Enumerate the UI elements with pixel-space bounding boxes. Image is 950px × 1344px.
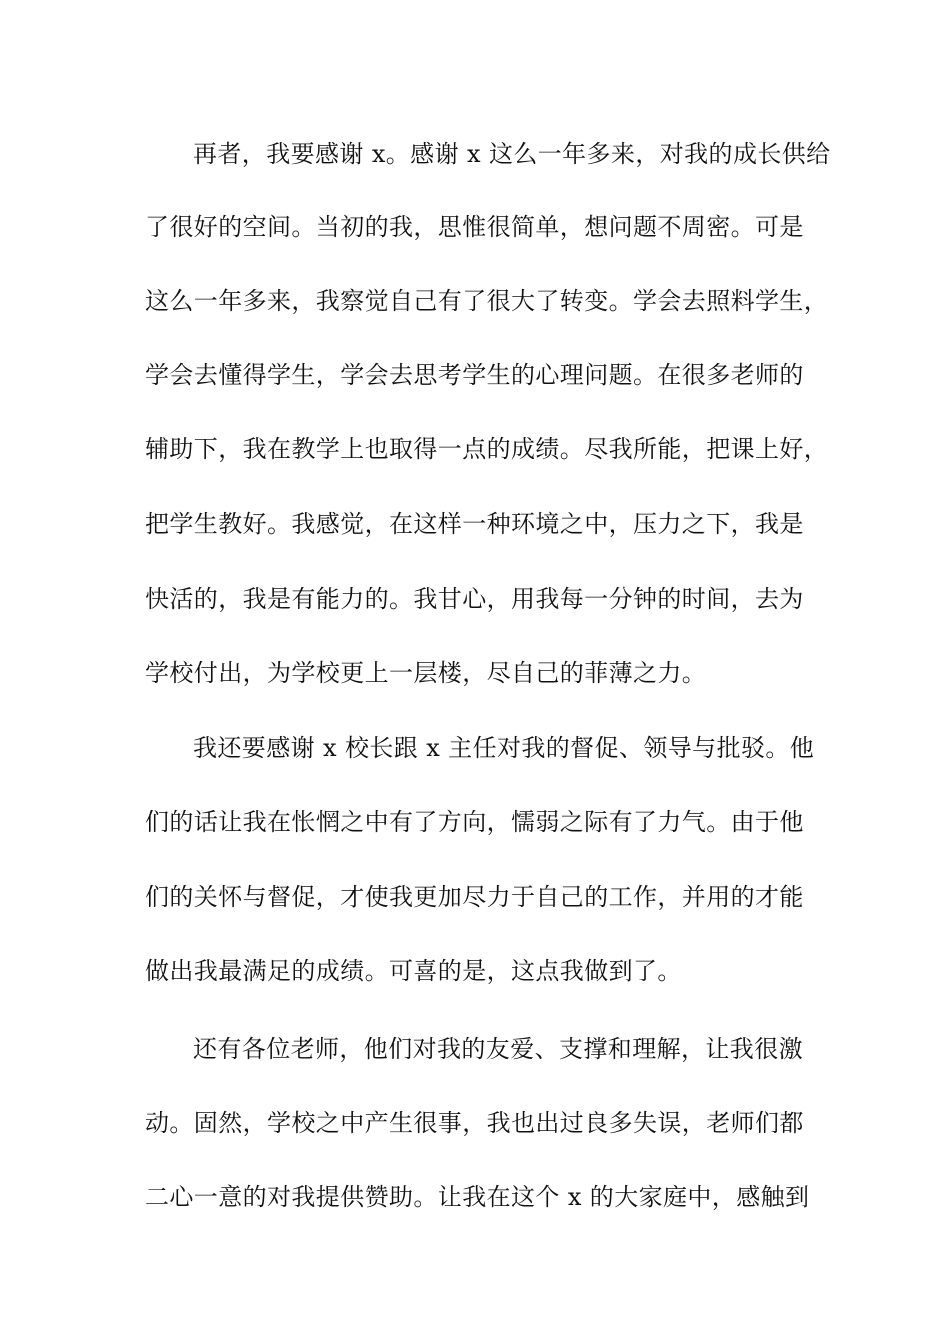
paragraph-1-line-8: 学校付出，为学校更上一层楼，尽自己的菲薄之力。 <box>145 659 707 687</box>
paragraph-2-line-4: 做出我最满足的成绩。可喜的是，这点我做到了。 <box>145 957 682 985</box>
paragraph-1-line-4: 学会去懂得学生，学会去思考学生的心理问题。在很多老师的 <box>145 361 804 389</box>
paragraph-2-line-1: 我还要感谢 x 校长跟 x 主任对我的督促、领导与批驳。他 <box>193 734 815 762</box>
paragraph-3-line-1: 还有各位老师，他们对我的友爱、支撑和理解，让我很激 <box>193 1035 803 1063</box>
paragraph-1-line-5: 辅助下，我在教学上也取得一点的成绩。尽我所能，把课上好， <box>145 435 829 463</box>
paragraph-1-line-2: 了很好的空间。当初的我，思惟很简单，想问题不周密。可是 <box>145 213 804 241</box>
paragraph-1-line-3: 这么一年多来，我察觉自己有了很大了转变。学会去照料学生， <box>145 287 829 315</box>
paragraph-2-line-2: 们的话让我在怅惘之中有了方向，懦弱之际有了力气。由于他 <box>145 808 804 836</box>
paragraph-1-line-1: 再者，我要感谢 x。感谢 x 这么一年多来，对我的成长供给 <box>193 140 831 168</box>
paragraph-1-line-6: 把学生教好。我感觉，在这样一种环境之中，压力之下，我是 <box>145 510 804 538</box>
paragraph-3-line-2: 动。固然，学校之中产生很事，我也出过良多失误，老师们都 <box>145 1109 804 1137</box>
paragraph-3-line-3: 二心一意的对我提供赞助。让我在这个 x 的大家庭中，感触到 <box>145 1183 810 1211</box>
paragraph-1-line-7: 快活的，我是有能力的。我甘心，用我每一分钟的时间，去为 <box>145 585 804 613</box>
paragraph-2-line-3: 们的关怀与督促，才使我更加尽力于自己的工作，并用的才能 <box>145 883 804 911</box>
